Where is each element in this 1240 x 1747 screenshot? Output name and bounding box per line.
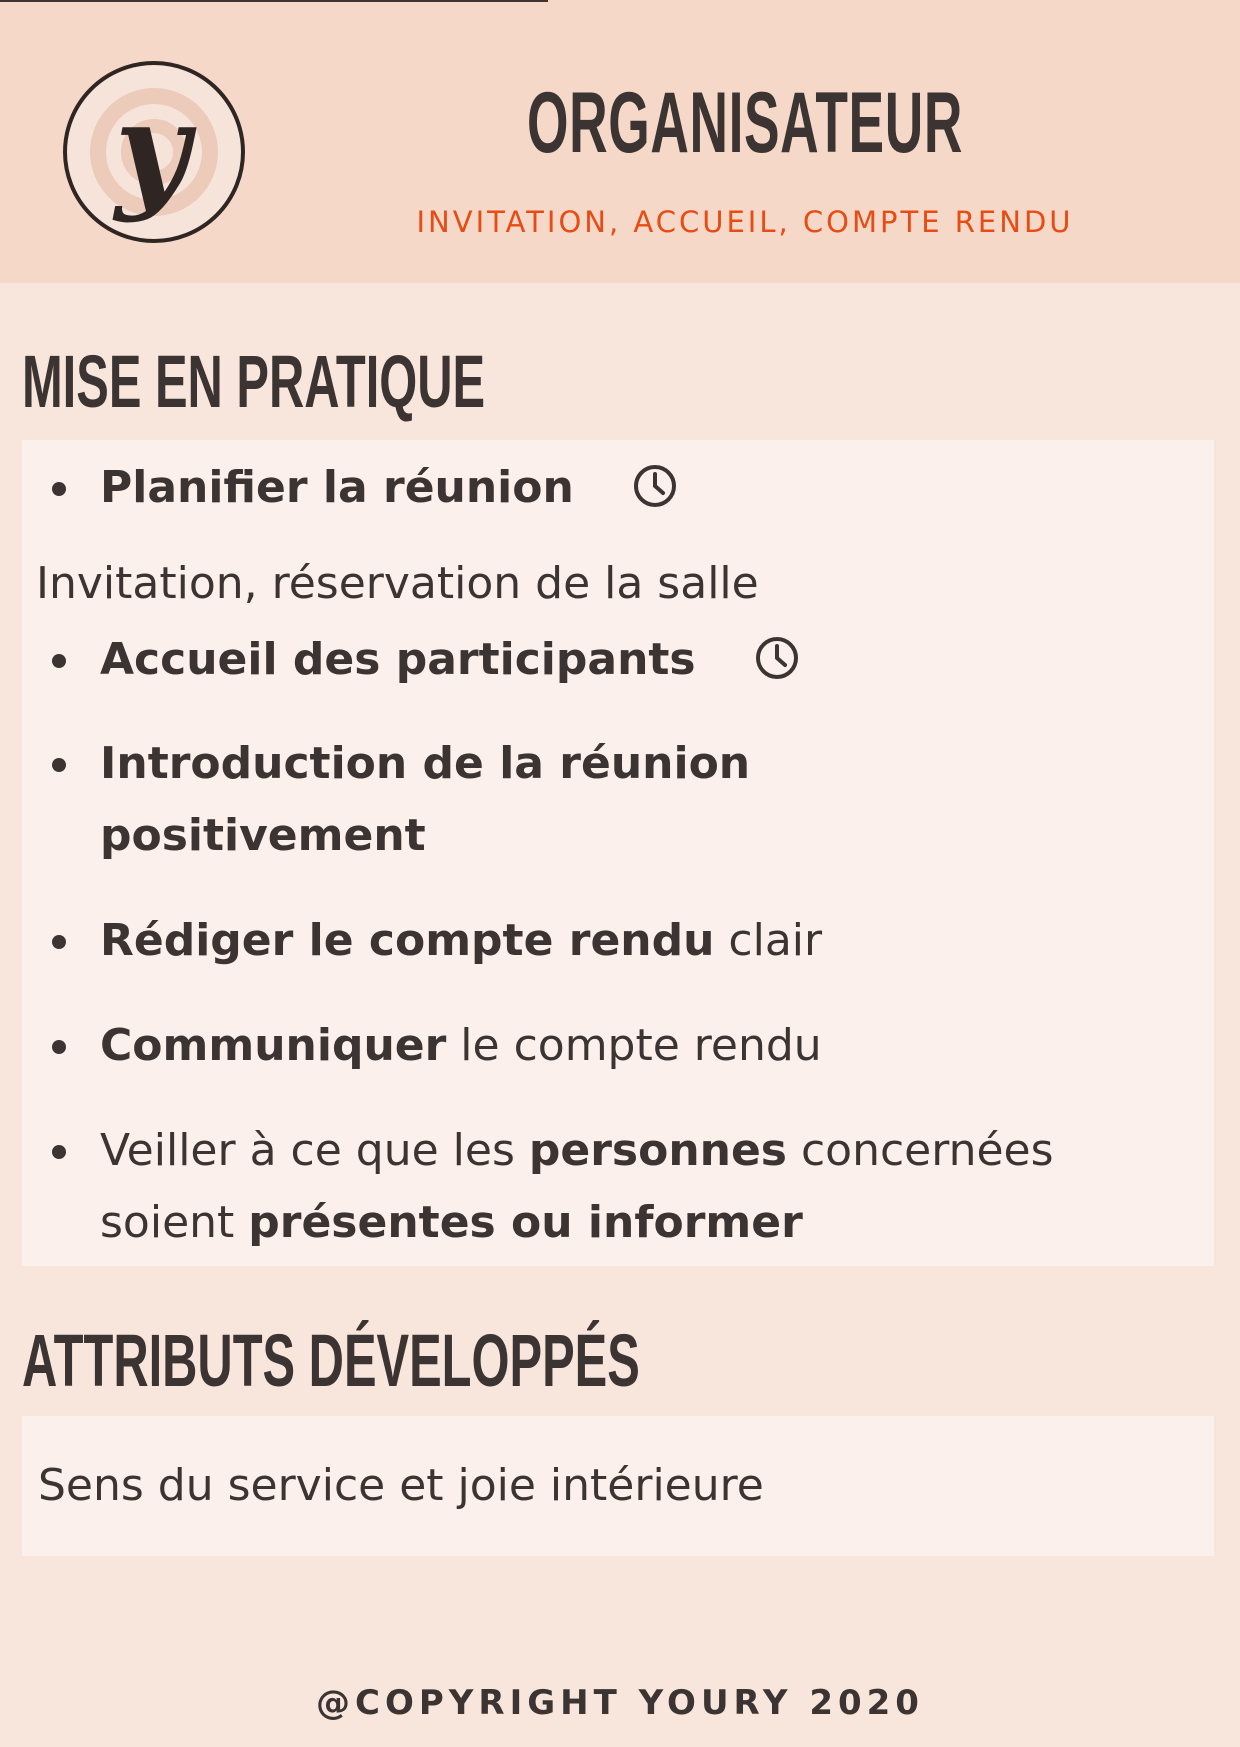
bullet: [52, 935, 66, 949]
item-text: Veiller à ce que les: [100, 1125, 529, 1176]
practice-heading: MISE EN PRATIQUE: [22, 340, 486, 423]
page-subtitle: INVITATION, ACCUEIL, COMPTE RENDU: [416, 205, 1074, 239]
item-text: concernées: [787, 1125, 1054, 1176]
practice-list: [22, 440, 1214, 1266]
attributes-heading: ATTRIBUTS DÉVELOPPÉS: [22, 1319, 640, 1402]
page-title: ORGANISATEUR: [527, 75, 963, 171]
item-text: soient: [100, 1197, 249, 1248]
item-text: le compte rendu: [446, 1020, 822, 1071]
page-header: [0, 0, 1240, 283]
bullet: [52, 654, 66, 668]
item-bold-text: Planifier la réunion: [100, 462, 574, 513]
item-bold-text: Introduction de la réunion: [100, 738, 751, 789]
bullet: [52, 482, 66, 496]
item-bold-text: Accueil des participants: [100, 634, 696, 685]
logo: [62, 60, 246, 244]
item-bold-text: positivement: [100, 810, 426, 861]
item-text: clair: [714, 915, 823, 966]
attributes-text: Sens du service et joie intérieure: [38, 1460, 764, 1511]
copyright-footer: @COPYRIGHT YOURY 2020: [316, 1683, 924, 1723]
bullet: [52, 758, 66, 772]
logo-letter: y: [114, 75, 190, 225]
item-bold-text: Communiquer: [100, 1020, 447, 1071]
item-bold-text: Rédiger le compte rendu: [100, 915, 715, 966]
item-bold-text: présentes ou informer: [248, 1197, 803, 1248]
clock-icon: [754, 635, 800, 681]
attributes-box: [22, 1416, 1214, 1556]
bullet: [52, 1145, 66, 1159]
top-divider: [0, 0, 548, 2]
clock-icon: [632, 463, 678, 509]
item-detail: Invitation, réservation de la salle: [36, 558, 759, 609]
bullet: [52, 1040, 66, 1054]
item-bold-text: personnes: [528, 1125, 787, 1176]
